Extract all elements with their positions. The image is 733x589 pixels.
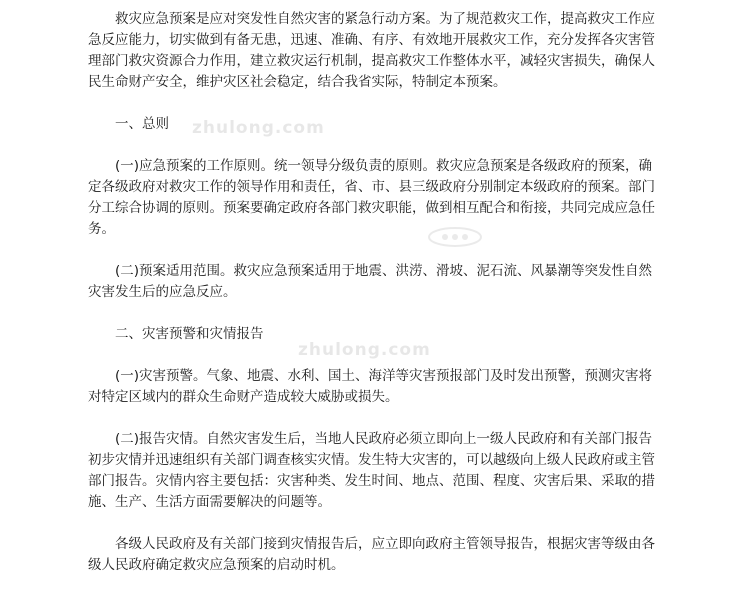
watermark-text: zhulong.com — [192, 118, 325, 138]
paragraph-response: 各级人民政府及有关部门接到灾情报告后，应立即向政府主管领导报告，根据灾害等级由各级人民政府确定救灾应急预案的启动时机。 — [88, 536, 655, 573]
intro-paragraph: 救灾应急预案是应对突发性自然灾害的紧急行动方案。为了规范救灾工作，提高救灾工作应急反应能力，切实做到有备无患，迅速、准确、有序、有效地开展救灾工作，充分发挥各灾害管理部门救灾资源合力作用，建立救灾运行机制，提高救灾工作整体水平，减轻灾害损失，确保人民生命财产安全，维护灾区社会稳定，结合我省实际，特制定本预案。 — [88, 11, 655, 90]
section-heading-warning: 二、灾害预警和灾情报告 — [115, 326, 264, 342]
paragraph-principles: (一)应急预案的工作原则。统一领导分级负责的原则。救灾应急预案是各级政府的预案，确定各级政府对救灾工作的领导作用和责任，省、市、县三级政府分别制定本级政府的预案。部门分工综合协调的原则。预案要确定政府各部门救灾职能，做到相互配合和衔接，共同完成应急任务。 — [88, 158, 655, 237]
document-body — [88, 9, 660, 576]
paragraph-report: (二)报告灾情。自然灾害发生后，当地人民政府必须立即向上一级人民政府和有关部门报告初步灾情并迅速组织有关部门调查核实灾情。发生特大灾害的，可以越级向上级人民政府或主管部门报告。灾情内容主要包括：灾害种类、发生时间、地点、范围、程度、灾害后果、采取的措施、生产、生活方面需要解决的问题等。 — [88, 431, 655, 510]
section-heading-general: 一、总则 — [115, 116, 169, 132]
paragraph-warning: (一)灾害预警。气象、地震、水利、国土、海洋等灾害预报部门及时发出预警，预测灾害将对特定区域内的群众生命财产造成较大威胁或损失。 — [88, 368, 653, 405]
watermark-text: zhulong.com — [298, 340, 431, 360]
paragraph-scope: (二)预案适用范围。救灾应急预案适用于地震、洪涝、滑坡、泥石流、风暴潮等突发性自然灾害发生后的应急反应。 — [88, 263, 653, 300]
